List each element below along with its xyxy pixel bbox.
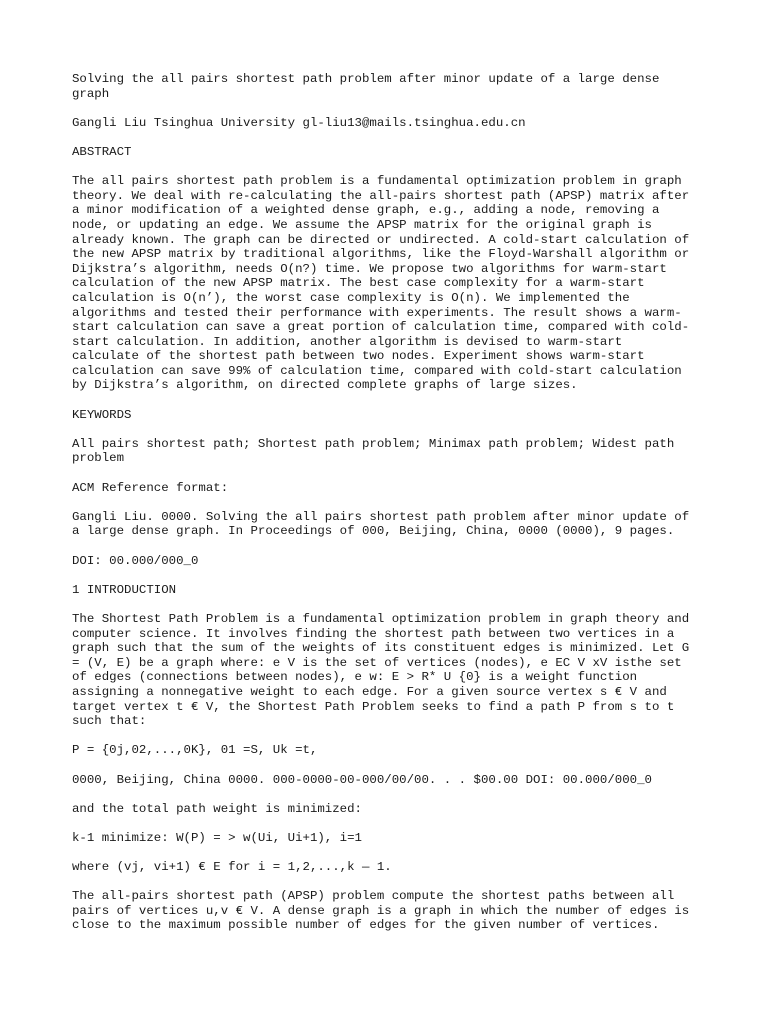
- introduction-heading: 1 INTRODUCTION: [72, 582, 177, 597]
- where-condition: where (vj, vi+1) € E for i = 1,2,...,k — 1.: [72, 860, 392, 875]
- keywords-heading: KEYWORDS: [72, 407, 132, 422]
- paper-page: [72, 72, 700, 948]
- minimized-statement: and the total path weight is minimized:: [72, 801, 362, 816]
- path-definition: P = {0j,02,...,0K}, 01 =S, Uk =t,: [72, 743, 318, 758]
- keywords-body: All pairs shortest path; Shortest path problem; Minimax path problem; Widest path problem: [72, 436, 675, 466]
- apsp-definition: The all-pairs shortest path (APSP) problem compute the shortest paths between all pairs of vertices u,v € V. A dense graph is a graph in which the number of edges is close to the maximum possible number of edges for the given number of vertices.: [72, 889, 690, 933]
- acm-reference-body: Gangli Liu. 0000. Solving the all pairs shortest path problem after minor update of a large dense graph. In Proceedings of 000, Beijing, China, 0000 (0000), 9 pages.: [72, 509, 690, 539]
- minimize-formula: k-1 minimize: W(P) = > w(Ui, Ui+1), i=1: [72, 830, 362, 845]
- introduction-body: The Shortest Path Problem is a fundamental optimization problem in graph theory and computer science. It involves finding the shortest path between two vertices in a graph such that the sum of the weights of its constituent edges is minimized. Let G = (V, E) be a graph where: e V is the set of vertices (nodes), e EC V xV isthe set of edges (connections between nodes), e w: E > R* U {0} is a weight function assigning a nonnegative weight to each edge. For a given source vertex s € V and target vertex t € V, the Shortest Path Problem seeks to find a path P from s to t such that:: [72, 611, 690, 729]
- doi-line: DOI: 00.000/000_0: [72, 553, 199, 568]
- paper-title: Solving the all pairs shortest path problem after minor update of a large dense graph: [72, 72, 660, 101]
- abstract-heading: ABSTRACT: [72, 144, 132, 159]
- conference-footer-line: 0000, Beijing, China 0000. 000-0000-00-000/00/00. . . $00.00 DOI: 00.000/000_0: [72, 772, 652, 787]
- abstract-body: The all pairs shortest path problem is a fundamental optimization problem in graph theory. We deal with re-calculating the all-pairs shortest path (APSP) matrix after a minor modification of a weighted dense graph, e.g., adding a node, removing a node, or updating an edge. We assume the APSP matrix for the original graph is already known. The graph can be directed or undirected. A cold-start calculation of the new APSP matrix by traditional algorithms, like the Floyd-Warshall algorithm or Dijkstra’s algorithm, needs O(n?) time. We propose two algorithms for warm-start calculation of the new APSP matrix. The best case complexity for a warm-start calculation is O(n’), the worst case complexity is O(n). We implemented the algorithms and tested their performance with experiments. The result shows a warm- start calculation can save a great portion of calculation time, compared with cold- start calculation. In addition, another algorithm is devised to warm-start calculate of the shortest path between two nodes. Experiment shows warm-start calculation can save 99% of calculation time, compared with cold-start calculation by Dijkstra’s algorithm, on directed complete graphs of large sizes.: [72, 174, 690, 393]
- acm-reference-heading: ACM Reference format:: [72, 480, 229, 495]
- author-line: Gangli Liu Tsinghua University gl-liu13@mails.tsinghua.edu.cn: [72, 115, 526, 130]
